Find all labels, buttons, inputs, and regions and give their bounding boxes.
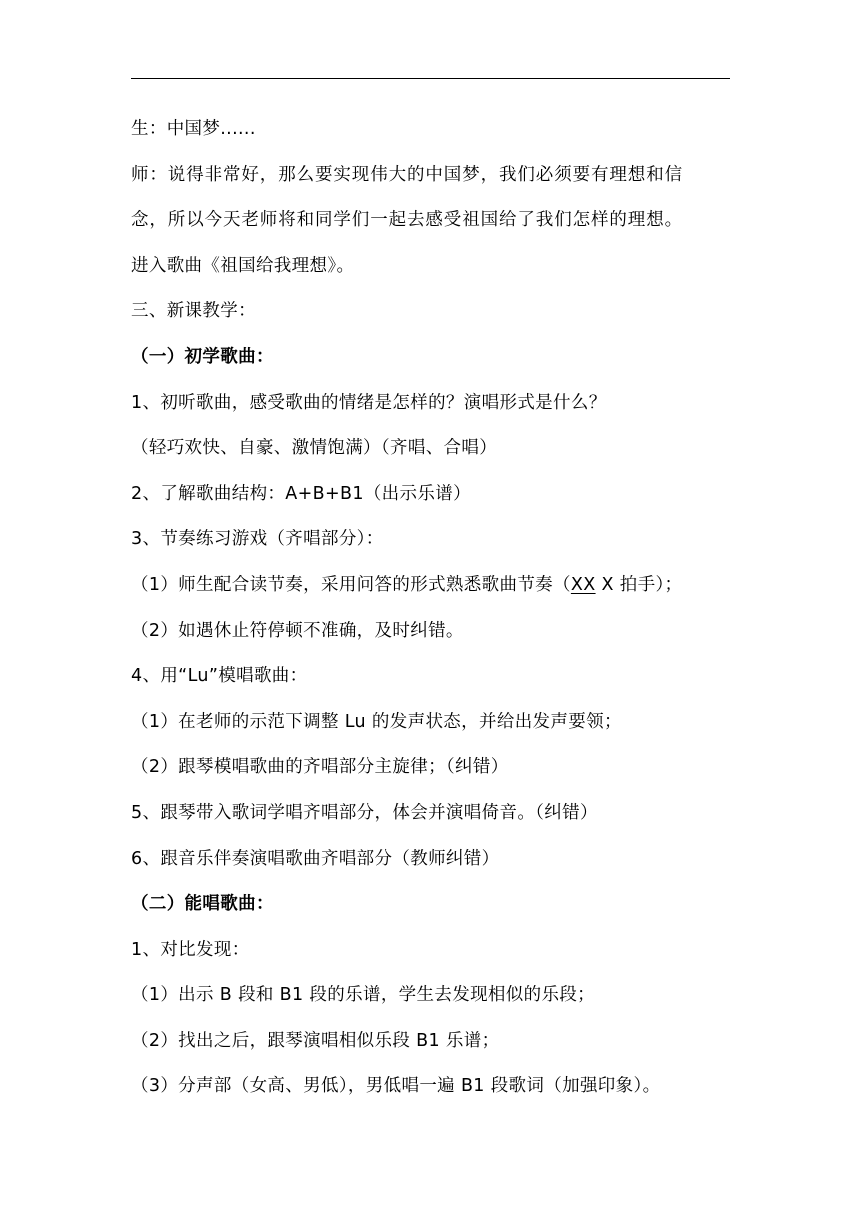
paragraph-line: 1、初听歌曲，感受歌曲的情绪是怎样的？演唱形式是什么？	[131, 392, 607, 413]
paragraph-line: 3、节奏练习游戏（齐唱部分）：	[131, 529, 384, 550]
section-heading: 三、新课教学：	[131, 301, 256, 322]
paragraph-line: 念，所以今天老师将和同学们一起去感受祖国给了我们怎样的理想。	[131, 210, 683, 231]
subsection-heading: （一）初学歌曲：	[131, 346, 274, 367]
paragraph-line: 6、跟音乐伴奏演唱歌曲齐唱部分（教师纠错）	[131, 848, 500, 869]
paragraph-line: 1、对比发现：	[131, 939, 250, 960]
paragraph-line: 师：说得非常好，那么要实现伟大的中国梦，我们必须要有理想和信	[131, 164, 683, 185]
paragraph-line: （3）分声部（女高、男低），男低唱一遍 B1 段歌词（加强印象）。	[131, 1076, 661, 1097]
paragraph-line: （轻巧欢快、自豪、激情饱满）（齐唱、合唱）	[131, 438, 498, 459]
paragraph-line: 进入歌曲《祖国给我理想》。	[131, 255, 355, 276]
paragraph-line: 5、跟琴带入歌词学唱齐唱部分，体会并演唱倚音。（纠错）	[131, 802, 598, 823]
line-text: （1）师生配合读节奏，采用问答的形式熟悉歌曲节奏（	[131, 574, 571, 595]
paragraph-line: 4、用“Lu”模唱歌曲：	[131, 666, 308, 687]
paragraph-line: （1）出示 B 段和 B1 段的乐谱，学生去发现相似的乐段；	[131, 985, 596, 1006]
paragraph-line: （2）如遇休止符停顿不准确，及时纠错。	[131, 620, 464, 641]
paragraph-line: 生：中国梦......	[131, 119, 256, 139]
line-text: X 拍手）；	[595, 574, 683, 595]
header-rule	[131, 78, 730, 79]
paragraph-line	[131, 563, 731, 609]
subsection-heading: （二）能唱歌曲：	[131, 894, 274, 915]
paragraph-line: （2）找出之后，跟琴演唱相似乐段 B1 乐谱；	[131, 1030, 500, 1051]
paragraph-line: （1）在老师的示范下调整 Lu 的发声状态，并给出发声要领；	[131, 711, 622, 732]
rhythm-notation: XX	[570, 574, 596, 595]
document-body	[131, 107, 731, 1110]
paragraph-line: （2）跟琴模唱歌曲的齐唱部分主旋律；（纠错）	[131, 757, 509, 778]
paragraph-line: 2、了解歌曲结构：A+B+B1（出示乐谱）	[131, 483, 471, 504]
